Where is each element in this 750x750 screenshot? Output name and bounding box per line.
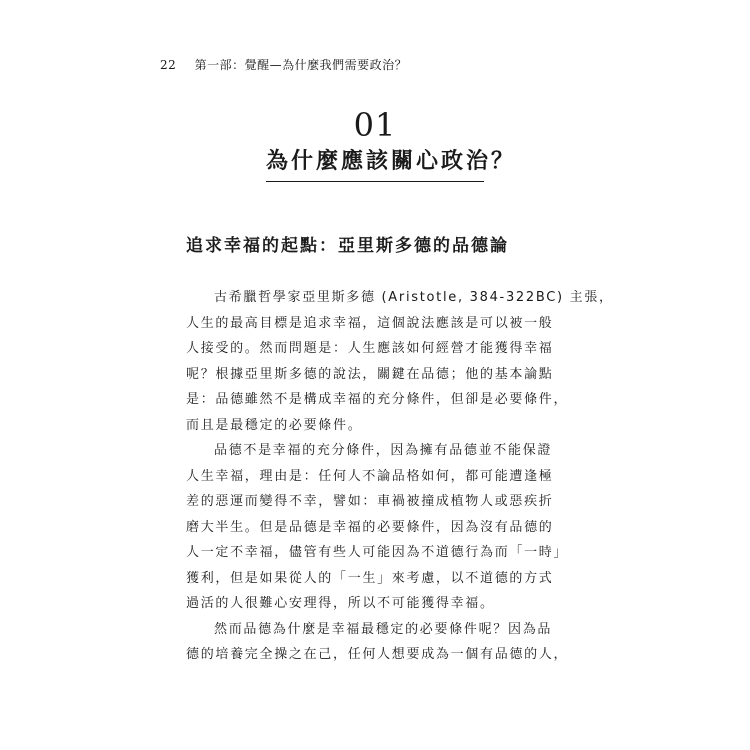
paragraph-line: 人生幸福，理由是：任何人不論品格如何，都可能遭逢極 (186, 468, 554, 484)
paragraph-line: 而且是最穩定的必要條件。 (186, 417, 363, 433)
paragraph-line: 品德不是幸福的充分條件，因為擁有品德並不能保證 (214, 443, 553, 458)
paragraph-line: 是：品德雖然不是構成幸福的充分條件，但卻是必要條件， (186, 392, 569, 407)
paragraph-line: 古希臘哲學家亞里斯多德 (Aristotle, 384-322BC) 主張， (214, 290, 614, 305)
chapter-title: 為什麼應該關心政治？ (266, 144, 484, 182)
paragraph-line: 過活的人很難心安理得，所以不可能獲得幸福。 (186, 596, 495, 611)
section-heading: 追求幸福的起點：亞里斯多德的品德論 (186, 236, 509, 256)
running-head (160, 56, 407, 73)
paragraph-line: 磨大半生。但是品德是幸福的必要條件，因為沒有品德的 (186, 519, 554, 535)
paragraph-line: 德的培養完全操之在己，任何人想要成為一個有品德的人， (186, 647, 569, 662)
paragraph-line: 人一定不幸福，儘管有些人可能因為不道德行為而「一時」 (186, 545, 569, 560)
paragraph-line: 人接受的。然而問題是：人生應該如何經營才能獲得幸福 (186, 341, 554, 356)
paragraph-line: 獲利，但是如果從人的「一生」來考慮，以不道德的方式 (186, 570, 554, 586)
body-text (186, 285, 614, 668)
part-title: 第一部：覺醒—為什麼我們需要政治？ (194, 58, 408, 72)
page-number: 22 (160, 58, 177, 72)
paragraph-line: 差的惡運而變得不幸，譬如：車禍被撞成植物人或惡疾折 (186, 494, 554, 509)
paragraph-line: 人生的最高目標是追求幸福，這個說法應該是可以被一般 (186, 315, 554, 331)
chapter-number: 01 (353, 106, 397, 144)
paragraph-line: 呢？根據亞里斯多德的說法，關鍵在品德；他的基本論點 (186, 366, 554, 382)
paragraph-line: 然而品德為什麼是幸福最穩定的必要條件呢？因為品 (214, 621, 553, 637)
